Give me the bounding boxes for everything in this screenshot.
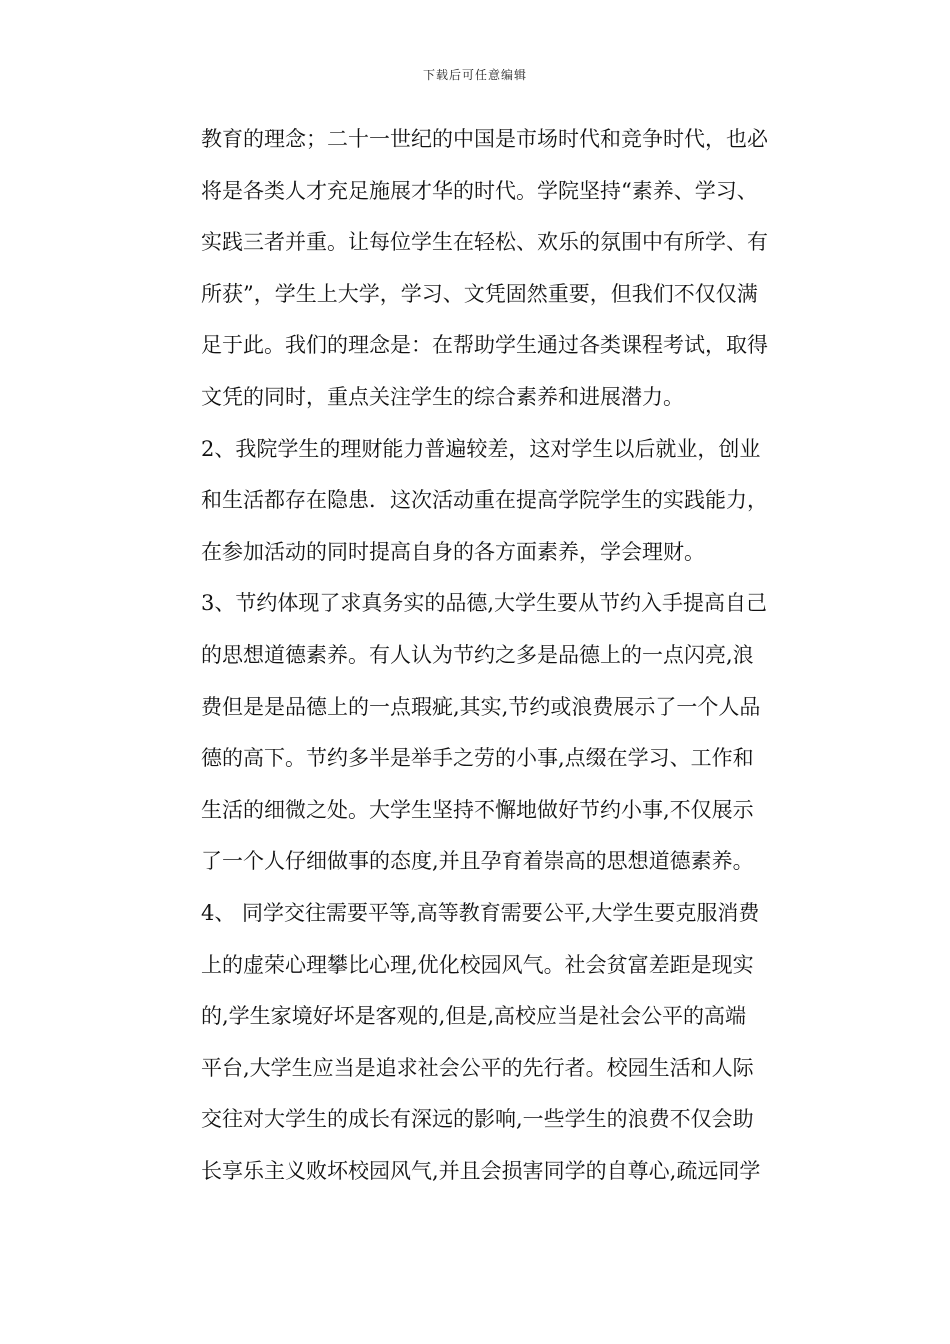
text-line: 交往对大学生的成长有深远的影响,一些学生的浪费不仅会助 bbox=[201, 1107, 754, 1132]
text-line: 将是各类人才充足施展才华的时代。学院坚持“素养、学习、 bbox=[201, 178, 758, 203]
text-line: 足于此。我们的理念是：在帮助学生通过各类课程考试，取得 bbox=[201, 333, 768, 358]
text-line: 教育的理念；二十一世纪的中国是市场时代和竞争时代，也必 bbox=[201, 127, 768, 151]
header-note: 下载后可任意编辑 bbox=[422, 68, 527, 82]
text-line: 文凭的同时，重点关注学生的综合素养和进展潜力。 bbox=[201, 384, 684, 409]
text-line: 2、我院学生的理财能力普遍较差，这对学生以后就业，创业 bbox=[201, 436, 761, 461]
text-line: 平台,大学生应当是追求社会公平的先行者。校园生活和人际 bbox=[201, 1055, 754, 1080]
text-line: 的思想道德素养。有人认为节约之多是品德上的一点闪亮,浪 bbox=[201, 642, 754, 667]
text-line: 上的虚荣心理攀比心理,优化校园风气。社会贫富差距是现实 bbox=[201, 952, 754, 977]
text-line: 了一个人仔细做事的态度,并且孕育着崇高的思想道德素养。 bbox=[201, 849, 754, 874]
text-line: 在参加活动的同时提高自身的各方面素养，学会理财。 bbox=[201, 539, 705, 564]
text-line: 长享乐主义败坏校园风气,并且会损害同学的自尊心,疏远同学 bbox=[201, 1158, 761, 1183]
text-line: 3、节约体现了求真务实的品德,大学生要从节约入手提高自己 bbox=[201, 591, 768, 616]
text-line: 的,学生家境好坏是客观的,但是,高校应当是社会公平的高端 bbox=[201, 1004, 747, 1029]
text-line: 实践三者并重。让每位学生在轻松、欢乐的氛围中有所学、有 bbox=[201, 230, 768, 255]
text-line: 费但是是品德上的一点瑕疵,其实,节约或浪费展示了一个人品 bbox=[201, 694, 761, 719]
document-body bbox=[201, 114, 811, 1197]
text-line: 所获”，学生上大学，学习、文凭固然重要，但我们不仅仅满 bbox=[201, 281, 758, 306]
text-line: 德的高下。节约多半是举手之劳的小事,点缀在学习、工作和 bbox=[201, 746, 754, 771]
text-line: 4、 同学交往需要平等,高等教育需要公平,大学生要克服消费 bbox=[201, 900, 760, 925]
text-line: 和生活都存在隐患．这次活动重在提高学院学生的实践能力， bbox=[201, 488, 768, 513]
text-line: 生活的细微之处。大学生坚持不懈地做好节约小事,不仅展示 bbox=[201, 797, 754, 822]
